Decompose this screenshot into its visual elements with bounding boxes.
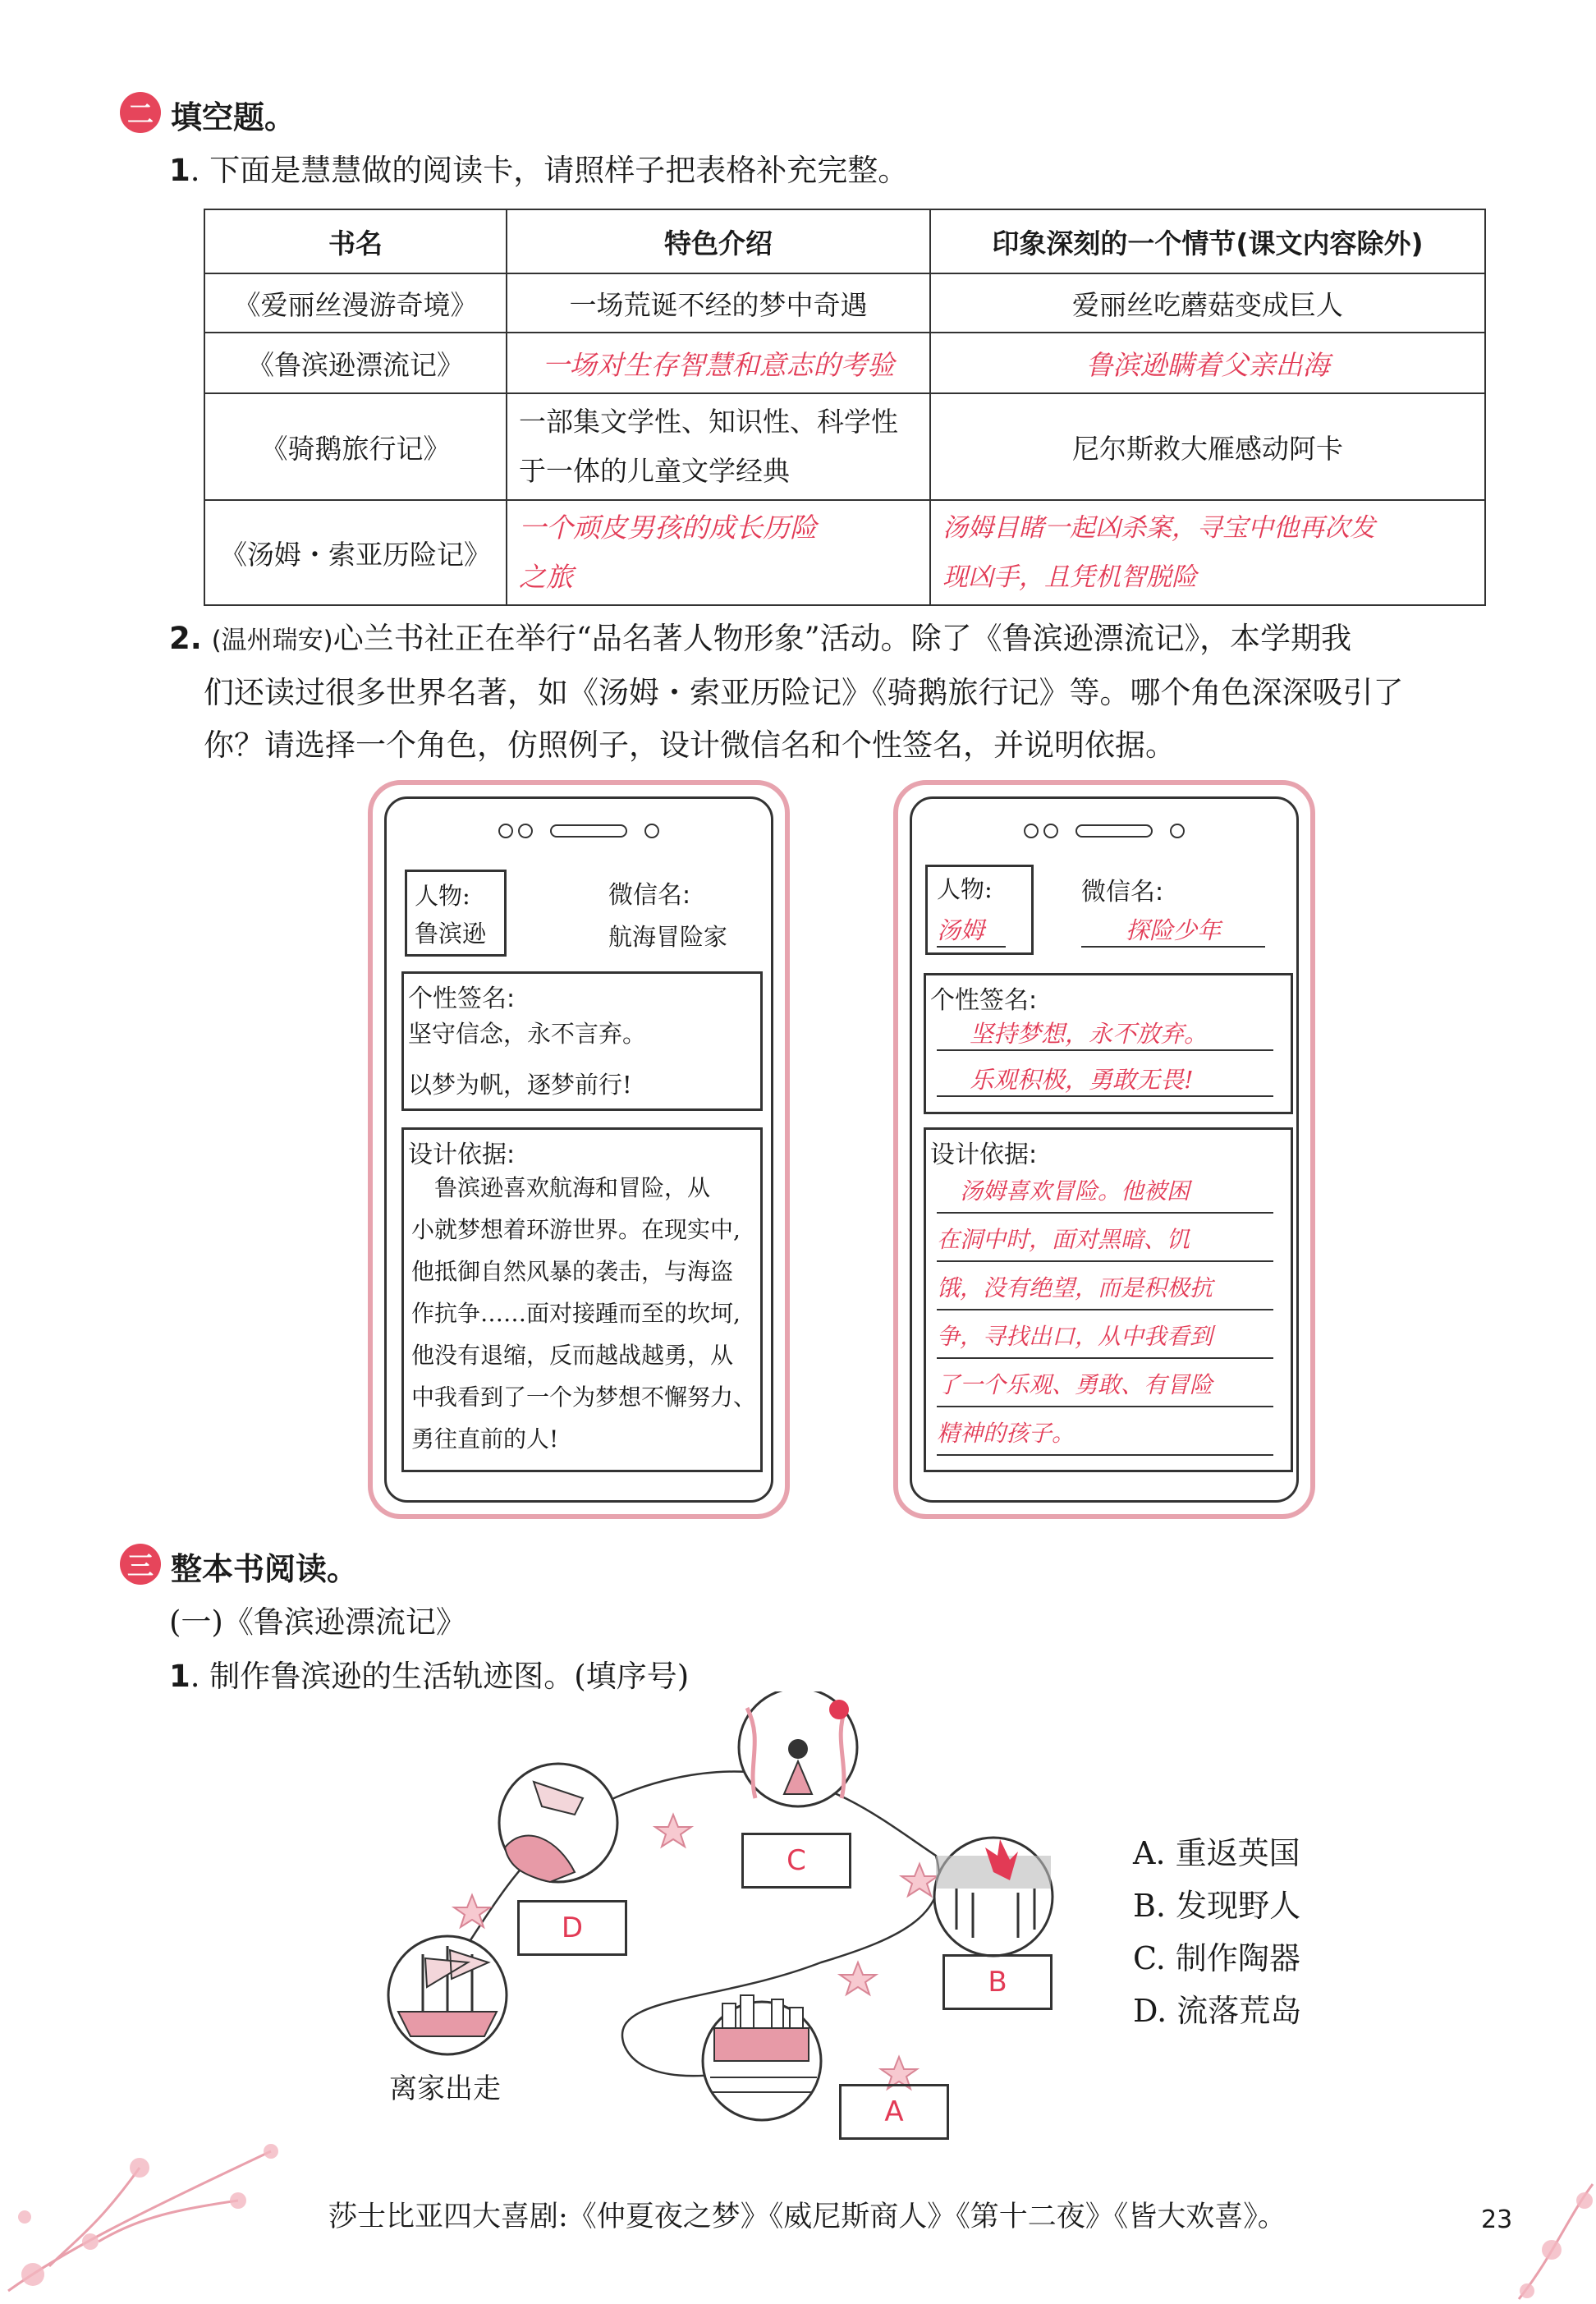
answer-box-b[interactable]: B — [942, 1954, 1053, 2010]
answer-plot[interactable]: 鲁滨逊瞒着父亲出海 — [930, 333, 1485, 393]
reason-answer-line: 在洞中时，面对黑暗、饥 — [937, 1214, 1273, 1262]
answer-line: 之旅 — [519, 561, 573, 593]
cell-feature-line: 一部集文学性、知识性、科学性 — [519, 406, 898, 438]
cell-feature — [507, 393, 930, 500]
signature-answer-line[interactable]: 乐观积极，勇敢无畏! — [937, 1062, 1273, 1097]
answer-line: 现凶手，且凭机智脱险 — [942, 562, 1197, 592]
wechat-answer[interactable]: 探险少年 — [1081, 912, 1265, 948]
reason-answer[interactable] — [937, 1165, 1290, 1456]
answer-feature[interactable]: 一场对生存智慧和意志的考验 — [507, 333, 930, 393]
signature-line: 以梦为帆，逐梦前行! — [408, 1071, 632, 1099]
section-title: 整本书阅读。 — [171, 1551, 359, 1587]
question-text: 心兰书社正在举行“品名著人物形象”活动。除了《鲁滨逊漂流记》，本学期我 — [332, 621, 1352, 656]
question-2 — [169, 613, 1491, 772]
reason-line: 勇往直前的人! — [411, 1425, 559, 1453]
phone-screen — [910, 796, 1299, 1503]
footer-note: 莎士比亚四大喜剧:《仲夏夜之梦》《威尼斯商人》《第十二夜》《皆大欢喜》。 — [328, 2201, 1286, 2233]
subsection-title: (一)《鲁滨逊漂流记》 — [169, 1604, 466, 1640]
signature-label: 个性签名: — [408, 984, 516, 1013]
question-number: 1 — [169, 153, 190, 188]
answer-box-d[interactable]: D — [517, 1900, 627, 1956]
reason-line: 他没有退缩，反而越战越勇，从 — [411, 1342, 734, 1369]
table-row — [204, 500, 1485, 605]
person-name: 鲁滨逊 — [415, 920, 487, 948]
option-d: D. 流落荒岛 — [1133, 1993, 1302, 2029]
reason-answer-line: 精神的孩子。 — [937, 1407, 1273, 1456]
question-text: . 下面是慧慧做的阅读卡，请照样子把表格补充完整。 — [190, 153, 909, 188]
reason-text — [411, 1167, 764, 1460]
phone-example — [368, 780, 790, 1519]
question-2-line: 你？请选择一个角色，仿照例子，设计微信名和个性签名，并说明依据。 — [204, 727, 1176, 763]
question-2-line: 们还读过很多世界名著，如《汤姆・索亚历险记》《骑鹅旅行记》等。哪个角色深深吸引了 — [204, 675, 1404, 710]
header-book: 书名 — [204, 209, 507, 273]
answer-feature[interactable] — [507, 500, 930, 605]
signature-label: 个性签名: — [930, 986, 1038, 1015]
reason-label: 设计依据: — [408, 1141, 516, 1169]
table-row — [204, 333, 1485, 393]
header-plot: 印象深刻的一个情节(课文内容除外) — [930, 209, 1485, 273]
reason-line: 鲁滨逊喜欢航海和冒险，从 — [411, 1174, 711, 1201]
cell-book: 《鲁滨逊漂流记》 — [204, 333, 507, 393]
answer-line: 一个顽皮男孩的成长历险 — [519, 512, 817, 544]
option-a: A. 重返英国 — [1133, 1835, 1300, 1871]
phone-notch — [912, 822, 1296, 842]
cell-book: 《骑鹅旅行记》 — [204, 393, 507, 500]
person-answer[interactable]: 汤姆 — [937, 912, 1006, 948]
wechat-label: 微信名: — [1081, 878, 1164, 906]
reason-line: 作抗争……面对接踵而至的坎坷, — [411, 1300, 741, 1327]
reason-answer-line: 饿，没有绝望，而是积极抗 — [937, 1262, 1273, 1310]
reason-line: 小就梦想着环游世界。在现实中, — [411, 1216, 741, 1243]
cell-plot: 爱丽丝吃蘑菇变成巨人 — [930, 273, 1485, 333]
person-label: 人物: — [415, 882, 470, 910]
reason-line: 中我看到了一个为梦想不懈努力、 — [411, 1384, 757, 1411]
wechat-label: 微信名: — [608, 881, 691, 910]
cell-book: 《爱丽丝漫游奇境》 — [204, 273, 507, 333]
cell-plot: 尼尔斯救大雁感动阿卡 — [930, 393, 1485, 500]
page-number: 23 — [1481, 2205, 1513, 2234]
table-row — [204, 273, 1485, 333]
cell-feature-line: 于一体的儿童文学经典 — [519, 455, 790, 487]
reading-card-table — [204, 209, 1486, 606]
question-number: 1 — [169, 1659, 190, 1694]
reason-label: 设计依据: — [930, 1141, 1038, 1169]
answer-box-a[interactable]: A — [839, 2084, 949, 2140]
question-source: (温州瑞安) — [211, 626, 333, 655]
answer-plot[interactable] — [930, 500, 1485, 605]
option-c: C. 制作陶器 — [1133, 1940, 1300, 1976]
phone-answer — [893, 780, 1315, 1519]
signature-answer-line[interactable]: 坚持梦想，永不放弃。 — [937, 1016, 1273, 1051]
question-1 — [169, 145, 908, 197]
blossom-decoration-left — [0, 2118, 312, 2304]
wechat-name: 航海冒险家 — [608, 923, 728, 951]
phone-screen — [384, 796, 773, 1503]
question-number: 2 — [169, 621, 190, 656]
person-label: 人物: — [937, 875, 993, 903]
reason-answer-line: 了一个乐观、勇敢、有冒险 — [937, 1359, 1273, 1407]
table-header-row — [204, 209, 1485, 273]
table-row — [204, 393, 1485, 500]
start-label: 离家出走 — [389, 2072, 501, 2105]
reason-answer-line: 争，寻找出口，从中我看到 — [937, 1310, 1273, 1359]
question-text: . 制作鲁滨逊的生活轨迹图。(填序号) — [190, 1659, 690, 1694]
question-2-line: 2. (温州瑞安)心兰书社正在举行“品名著人物形象”活动。除了《鲁滨逊漂流记》，本学期我 — [169, 621, 1352, 656]
cell-book: 《汤姆・索亚历险记》 — [204, 500, 507, 605]
header-feature: 特色介绍 — [507, 209, 930, 273]
phone-notch — [387, 822, 771, 842]
blossom-decoration-right — [1502, 2168, 1596, 2304]
cell-feature: 一场荒诞不经的梦中奇遇 — [507, 273, 930, 333]
signature-line: 坚守信念，永不言弃。 — [408, 1020, 647, 1048]
reason-line: 他抵御自然风暴的袭击，与海盗 — [411, 1258, 734, 1285]
answer-line: 汤姆目睹一起凶杀案，寻宝中他再次发 — [942, 513, 1375, 543]
reason-answer-line: 汤姆喜欢冒险。他被困 — [937, 1165, 1273, 1214]
section-number-badge: 三 — [120, 1544, 161, 1585]
section-number-badge: 二 — [120, 92, 161, 133]
option-b: B. 发现野人 — [1133, 1888, 1301, 1924]
section-title: 填空题。 — [171, 99, 296, 135]
answer-box-c[interactable]: C — [741, 1833, 851, 1889]
